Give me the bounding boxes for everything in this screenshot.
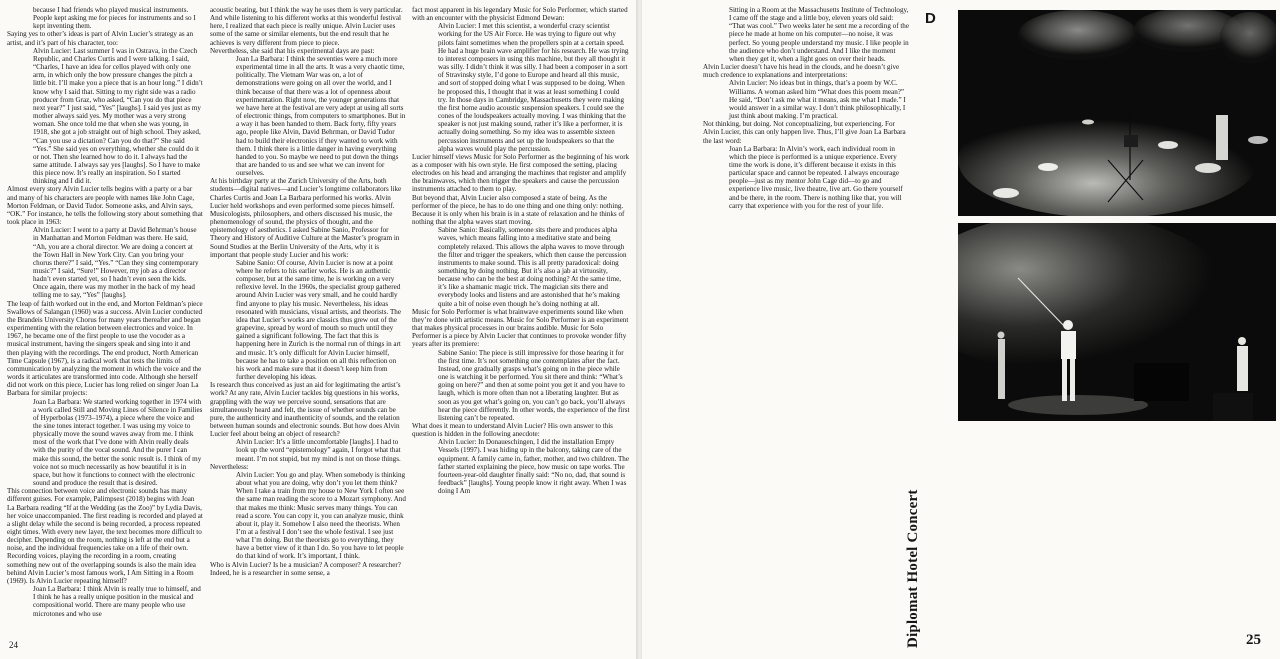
paragraph: Nevertheless: <box>210 462 249 471</box>
paragraph: Not thinking, but doing. Not conceptualizing, but experiencing. For Alvin Lucier, this can only happen live. Thus, I’ll give Joan La Barbara the last word: <box>703 120 906 145</box>
paragraph: Lucier himself views Music for Solo Performer as the beginning of his work as a composer with his own style. He first composed the setting, placing electrodes on his head and arranging the machines that register and amplify the brainwaves, which then trigger the speakers and cause the percussion instruments attached to them to play. <box>412 152 630 194</box>
paragraph: Sabine Sanio: Of course, Alvin Lucier is now at a point where he refers to his earlier works. He is an authentic composer, but at the same time, he is working on a very reflexive level. In the 1960s, the specialist group gathered around Alvin Lucier was very small, and he could hardly find anyone to play his music. Nevertheless, his ideas resonated with musicians, visual artists, and theorists. The idea that Lucier’s works are classics thus grew out of the grapevine, spread by word of mouth so much until they gained a significant following. The fact that this is happening here in Zurich is the normal run of things in art and music. It’s only difficult for Alvin Lucier himself, because he has to take a position on all this reflection on his work and make sure that it doesn’t keep him from further developing his ideas. <box>236 258 401 382</box>
paragraph: Alvin Lucier: Last summer I was in Ostrava, in the Czech Republic, and Charles Curtis and I were talking. I said, “Charles, I have an idea for cellos played with only one arm, in which only the bow pressure changes the pitch a little bit. I’ll make you a piece that is an hour long.” I didn’t know why I said that. Sitting to my right side was a radio producer from Graz, who asked, “Can you do that piece next year?” I just said, “Yes” [laughs]. I said yes just as my mother always said yes. My mother was a very strong woman. She once told me that when she was young, in 1918, she got a job straight out of high school. They asked, “Can you use a dictation? Can you do that?” She said “Yes.” She said yes on everything, whether she could do it or not. Then she learned how to do it. I always had the same attitude. I always say yes [laughs]. So I have to make this piece now. It’s really an inspiration. So I started thinking and I did it. <box>33 46 203 186</box>
paragraph: Joan La Barbara: I think the seventies were a much more experimental time in all the arts. It was a very chaotic time, politically. The Vietnam War was on, a lot of demonstrations were going on all over the world, and I think because of that there was a lot of openness about experimentation. Right now, the younger generations that we have here at the festival are very adept at using all sorts of electronic things, from computers to smartphones. But in a way it has been handed to them. Back forty, fifty years ago, people like Alvin, David Behrman, or David Tudor had to build their electronics if they wanted to work with them. I think there is a little danger in having everything handed to you. So maybe we need to put down the things that are handed to us and see what we can invent for ourselves. <box>236 54 406 178</box>
paragraph: Alvin Lucier: I met this scientist, a wonderful crazy scientist working for the US Air Force. He was trying to figure out why pilots faint sometimes when the propellers spin at a certain speed. He had a huge brain wave amplifier for his research. He was trying to interest composers in using this machine, but they all thought it was silly. I didn’t think it was silly. I had been a composer in a sort of Stravinsky style, I’d gone to Europe and heard all this music, and sort of stopped doing what I was supposed to be doing. When he proposed this, I thought that it was at least something I could try. In those days in Cambridge, Massachusetts they were making the first home audio acoustic suspension speakers. I could see the cones of the loudspeakers actually moving. I was thinking that the speaker is not just making sound, rather it’s like a performer, it is actually doing something. So my idea was to assemble sixteen percussion instruments and set up the loudspeakers so that the alpha waves would play the percussion. <box>438 22 629 153</box>
text-column-4 <box>703 6 911 256</box>
paragraph: Almost every story Alvin Lucier tells begins with a party or a bar and many of his characters are people with names like John Cage, Morton Feldman, or David Tudor. Someone asks, and Alvin says, “OK.” For instance, he tells the following story about something that took place in 1963: <box>7 185 203 227</box>
paragraph: Alvin Lucier: No ideas but in things, that’s a poem by W.C. Williams. A woman asked him “What does this poem mean?” He said, “Don’t ask me what it means, ask me what I made.” I would answer in a similar way. I don’t think philosophically, I just think about making. I’m practical. <box>729 79 906 121</box>
performance-photo-bottom <box>958 223 1276 421</box>
stage-scene-image <box>958 10 1276 216</box>
paragraph: Who is Alvin Lucier? Is he a musician? A composer? A researcher? Indeed, he is a researcher in some sense, a <box>210 560 401 577</box>
paragraph: Is research thus conceived as just an aid for legitimating the artist’s work? At any rate, Alvin Lucier tackles big questions in his works, grappling with the way we perceive sound, sensations that are simultaneously heard and felt, the issue of whether sounds can be pure, the authenticity and inauthenticity of sounds, and the relation between human sounds and electronic sounds. But how does Alvin Lucier feel about being an object of research? <box>210 381 401 439</box>
text-column-2 <box>210 6 406 649</box>
performance-photo-top <box>958 10 1276 216</box>
paragraph: Recording voices, playing the recording in a room, creating something new out of the overlapping sounds is also the main idea behind Alvin Lucier’s most famous work, I Am Sitting in a Room (1969). Is Alvin Lucier repeating himself? <box>7 552 196 585</box>
paragraph: Saying yes to other’s ideas is part of Alvin Lucier’s strategy as an artist, and it’s part of his character, too: <box>7 30 194 47</box>
paragraph: Joan La Barbara: We started working together in 1974 with a work called Still and Moving Lines of Silence in Families of Hyperbolas (1973–1974), a piece where the voice and the sine tones interact together. I was using my voice to physically move the sound waves away from me. I think most of the work that I’ve done with Alvin really deals with the purity of the vocal sound. And the purer I can make this sound, the better the sonic result is. I think of my voice not so much necessarily as how beautiful it is in space, but how it functions to connect with the electronic sound and produce the result that is desired. <box>33 397 203 488</box>
paragraph: Sabine Sanio: The piece is still impressive for those hearing it for the first time. It’s not something one contemplates after the fact. Instead, one gradually grasps what’s going on in the piece while one is watching it be performed. You sit there and think: “What’s going on here?” and then at some point you get it and you have to laugh, which is more often than not a liberating laughter. But as soon as you get what’s going on, you can’t go back, you’ll always hear the piece differently. In other words, the experience of the first listening can’t be repeated. <box>438 348 630 422</box>
vertical-section-title: Diplomat Hotel Concert <box>905 489 921 648</box>
paragraph: Alvin Lucier: You go and play. When somebody is thinking about what you are doing, why don’t you let them think? When I take a train from my house to New York I often see the same man reading the score to a Mozart symphony. And that makes me think: Music serves many things. You can read a score. You can copy it, you can analyze music, think about it, play it. Somehow I also need the theorists. When I’m at a festival I don’t see the whole festival. I see just what I’m doing. But the theorists go to everything, they have a better view of it than I do. So you have to let people do that kind of work. It’s important, I think. <box>236 470 406 561</box>
paragraph: But beyond that, Alvin Lucier also composed a state of being. As the performer of the piece, he has to do one thing and one thing only: nothing. Because it is only when his brain is in a state of relaxation and he thinks of nothing that the alpha waves start moving. <box>412 193 625 227</box>
paragraph: acoustic beating, but I think the way he uses them is very particular. And while listening to his different works at this wonderful festival here, I realized that each piece is really unique. Alvin Lucier uses some of the same or similar elements, but the end result that he achieves is very different from piece to piece. <box>210 6 403 47</box>
text-column-3 <box>412 6 630 649</box>
paragraph: Joan La Barbara: In Alvin’s work, each individual room in which the piece is performed is a unique experience. Every time the work is done, it’s different because it exists in this particular space and cannot be repeated. I always encourage people—just as my mentor John Cage did—to go and experience live music, live theatre, live art. Go there yourself and be there, in the room. There is nothing like that, you will carry that experience with you for the rest of your life. <box>729 144 903 210</box>
left-page <box>0 0 638 659</box>
paragraph: At his birthday party at the Zurich University of the Arts, both students—digital natives—and Lucier’s longtime collaborators like Charles Curtis and Joan La Barbara performed his works. Alvin Lucier held workshops and even performed some pieces himself. Musicologists, philosophers, and others discussed his music, the phenomenology of sound, the physics of thought, and the epistemology of aesthetics. I asked Sabine Sanio, Professor for Theory and History of Auditive Culture at the Master’s program in Sound Studies at the Berlin University of the Arts, why it is important that people study Lucier and his work: <box>210 177 402 259</box>
conductor-scene-image <box>958 223 1276 421</box>
paragraph: Joan La Barbara: I think Alvin is really true to himself, and I think he has a really unique position in the musical and compositional world. There are many people who use microtones and who use <box>33 585 201 618</box>
text-column-1 <box>7 6 203 634</box>
paragraph: Music for Solo Performer is what brainwave experiments sound like when they’re done with artistic means. Music for Solo Performer is an experiment that makes physical processes in our brains audible. Music for Solo Performer is a piece by Alvin Lucier that continues to provoke wonder fifty years after its premiere: <box>412 307 629 349</box>
paragraph: The leap of faith worked out in the end, and Morton Feldman’s piece Swallows of Salangan (1960) was a success. Alvin Lucier conducted the Brandeis University Chorus for many years thereafter and began experimenting with the relation between electronics and voice. In 1967, he became one of the first people to use the vocoder as a musical instrument, having the singers speak and sing into it and then playing with the recordings. The end product, North American Time Capsule (1967), is a radical work that tests the limits of communication by analyzing the moment in which the voice and the words it articulates are transformed into code. Although she herself did not work on this piece, Lucier has long relied on singer Joan La Barbara for similar projects: <box>7 299 203 398</box>
page-number-right: 25 <box>1246 632 1261 648</box>
paragraph: What does it mean to understand Alvin Lucier? His own answer to this question is hidden in the following anecdote: <box>412 421 613 439</box>
paragraph: Alvin Lucier: I went to a party at David Behrman’s house in Manhattan and Morton Feldman was there. He said, “Ah, you are a choral director. We are doing a concert at the Town Hall in New York City. Can you bring your chorus there?” I said, “Yes.” “Can they sing contemporary music?” I said, “Sure!” However, my job as a director hadn’t even started yet, so I hadn’t even seen the kids. Once again, there was my mother in the back of my head telling me to say, “Yes” [laughs]. <box>33 226 199 300</box>
paragraph: Alvin Lucier: It’s a little uncomfortable [laughs]. I had to look up the word “epistemology” again, I forgot what that meant. I’m not stupid, but my mind is not on those things. <box>236 438 401 463</box>
paragraph: Sabine Sanio: Basically, someone sits there and produces alpha waves, which means falling into a meditative state and being completely relaxed. This allows the alpha waves to move through the filter and trigger the speakers, which then cause the percussion instruments to make sound. This is all pretty paradoxical: doing something by doing nothing. But it’s also a jab at virtuosity, because who can be the best at doing nothing? At the same time, it’s like a shamanic magic trick. The magician sits there and everybody looks and listens and are astonished that he’s making quite a bit of noise even though he’s doing nothing at all. <box>438 226 627 308</box>
paragraph: Sitting in a Room at the Massachusetts Institute of Technology, I came off the stage and a little boy, eleven years old said: “That was cool.” Two weeks later he sent me a recording of the piece he made at home on his computer—no noise, it was perfect. So young people understand my music. I like people in the audience who don’t understand. And I like the moment when they get it, when a light goes on over their heads. <box>729 6 909 63</box>
paragraph: Alvin Lucier doesn’t have his head in the clouds, and he doesn’t give much credence to explanations and interpretations: <box>703 63 900 80</box>
page-number-left: 24 <box>9 640 18 650</box>
paragraph: Nevertheless, she said that his experimental days are past: <box>210 46 375 55</box>
section-letter: D <box>925 10 936 27</box>
paragraph: This connection between voice and electronic sounds has many different guises. For example, Palimpsest (2018) begins with Joan La Barbara reading “If at the Wedding (as the Zoo)” by Lydia Davis, her voice unaccompanied. The first reading is recorded and played at a slight delay while the second is being recorded, a process repeated eight times. With every new layer, the text becomes more difficult to decipher. Depending on the room, nothing is left at the end but a noise, and the individual frequencies take on a life of their own. <box>7 487 203 553</box>
paragraph: fact most apparent in his legendary Music for Solo Performer, which started with an encounter with the physicist Edmond Dewan: <box>412 6 628 23</box>
paragraph: Alvin Lucier: In Donaueschingen, I did the installation Empty Vessels (1997). I was hiding up in the balcony, taking care of the equipment. A family came in, father, mother, and two children. The father started explaining the piece, how music on tape works. The fourteen-year-old daughter finally said: “No no, dad, that sound is feedback” [laughs]. Young people know it right away. When I was doing I Am <box>438 438 629 496</box>
paragraph: because I had friends who played musical instruments. People kept asking me for pieces for instruments and so I kept inventing them. <box>33 6 196 31</box>
